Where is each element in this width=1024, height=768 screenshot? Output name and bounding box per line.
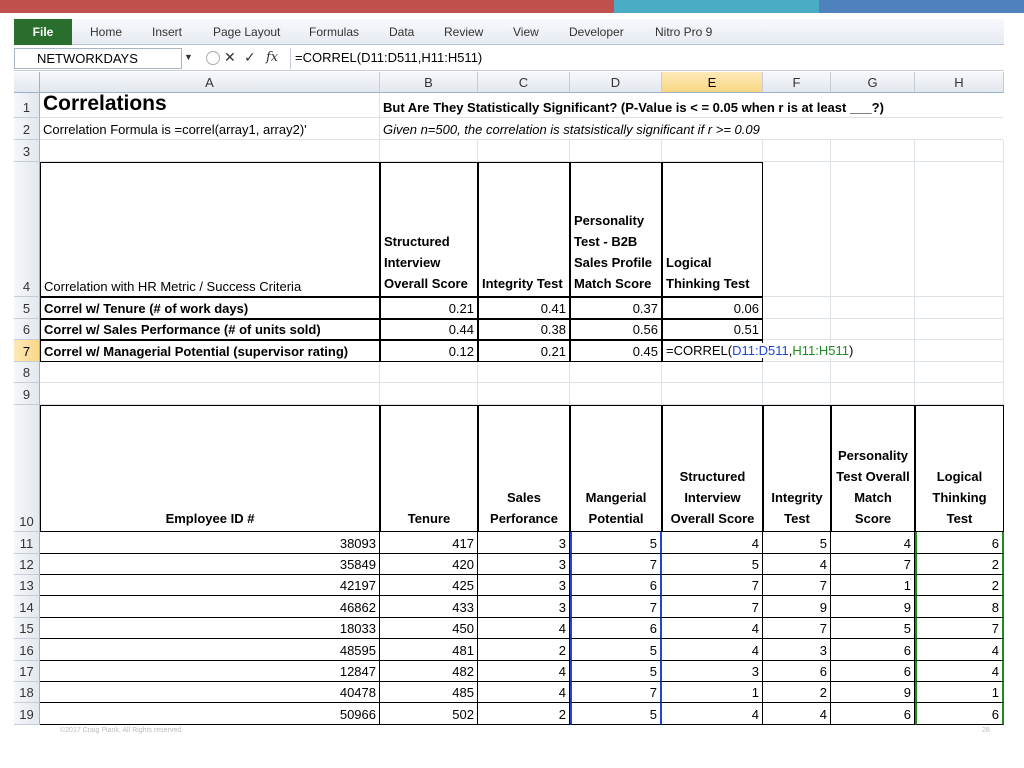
data-cell[interactable]: 4 xyxy=(662,532,763,554)
data-cell[interactable]: 50966 xyxy=(40,703,380,725)
formula-part-suffix: ) xyxy=(848,343,854,358)
column-header-b[interactable]: B xyxy=(380,72,478,93)
data-cell[interactable]: 4 xyxy=(662,639,763,661)
row-header-4[interactable]: 4 xyxy=(14,162,40,297)
data-cell[interactable]: 6 xyxy=(831,661,915,682)
cell-blank[interactable] xyxy=(763,140,831,162)
data-column-header[interactable]: Employee ID # xyxy=(40,405,380,532)
tab-home[interactable]: Home xyxy=(90,25,123,39)
formula-part-prefix: =CORREL( xyxy=(666,343,733,358)
data-cell[interactable]: 3 xyxy=(763,639,831,661)
accent-bar-teal xyxy=(614,0,819,13)
row-header-2[interactable]: 2 xyxy=(14,118,40,140)
data-cell[interactable]: 3 xyxy=(478,575,570,596)
data-cell[interactable]: 2 xyxy=(915,575,1004,596)
tab-developer[interactable]: Developer xyxy=(569,25,624,39)
data-cell[interactable]: 6 xyxy=(570,575,662,596)
cell-blank[interactable] xyxy=(662,383,763,405)
data-cell[interactable]: 1 xyxy=(662,682,763,703)
data-cell[interactable]: 502 xyxy=(380,703,478,725)
formula-part-ref2: H11:H511 xyxy=(792,343,849,358)
row-header-12[interactable]: 12 xyxy=(14,554,40,575)
chevron-down-icon[interactable]: ▼ xyxy=(184,52,193,62)
cell-blank[interactable] xyxy=(763,297,831,319)
cell-blank[interactable] xyxy=(831,297,915,319)
row-header-1[interactable]: 1 xyxy=(14,93,40,118)
data-cell[interactable]: 4 xyxy=(662,618,763,639)
data-cell[interactable]: 5 xyxy=(763,532,831,554)
cell-e4-header[interactable]: Logical Thinking Test xyxy=(662,162,763,297)
formula-input[interactable]: =CORREL(D11:D511,H11:H511) xyxy=(290,48,1004,69)
column-header-h[interactable]: H xyxy=(915,72,1004,93)
tab-formulas[interactable]: Formulas xyxy=(309,25,360,39)
data-cell[interactable]: 5 xyxy=(831,618,915,639)
data-cell[interactable]: 1 xyxy=(831,575,915,596)
data-cell[interactable]: 433 xyxy=(380,596,478,618)
data-cell[interactable]: 6 xyxy=(831,703,915,725)
correlation-label[interactable]: Correl w/ Tenure (# of work days) xyxy=(40,297,380,319)
cell-blank[interactable] xyxy=(380,140,478,162)
data-cell[interactable]: 1 xyxy=(915,682,1004,703)
data-column-header[interactable]: Mangerial Potential xyxy=(570,405,662,532)
cancel-icon[interactable]: ✕ xyxy=(224,49,236,65)
data-cell[interactable]: 7 xyxy=(570,682,662,703)
tab-data[interactable]: Data xyxy=(389,25,415,39)
data-cell[interactable]: 7 xyxy=(831,554,915,575)
cell-blank[interactable] xyxy=(831,362,915,383)
data-cell[interactable]: 12847 xyxy=(40,661,380,682)
data-column-header[interactable]: Structured Interview Overall Score xyxy=(662,405,763,532)
correlation-value[interactable]: 0.06 xyxy=(662,297,763,319)
correlation-value[interactable]: 0.21 xyxy=(380,297,478,319)
cell-blank[interactable] xyxy=(763,319,831,340)
data-cell[interactable]: 4 xyxy=(915,661,1004,682)
data-cell[interactable]: 4 xyxy=(915,639,1004,661)
row-header-18[interactable]: 18 xyxy=(14,682,40,703)
data-cell[interactable]: 3 xyxy=(478,532,570,554)
expand-circle-icon xyxy=(206,51,220,65)
data-cell[interactable]: 4 xyxy=(763,554,831,575)
data-cell[interactable]: 9 xyxy=(831,596,915,618)
cell-blank[interactable] xyxy=(380,362,478,383)
data-cell[interactable]: 425 xyxy=(380,575,478,596)
data-cell[interactable]: 8 xyxy=(915,596,1004,618)
cell-blank[interactable] xyxy=(662,362,763,383)
row-header-15[interactable]: 15 xyxy=(14,618,40,639)
cell-d4-header[interactable]: Personality Test - B2B Sales Profile Match Score xyxy=(570,162,662,297)
data-column-header[interactable]: Sales Perforance xyxy=(478,405,570,532)
correlation-label[interactable]: Correl w/ Managerial Potential (supervisor rating) xyxy=(40,340,380,362)
data-cell[interactable]: 6 xyxy=(915,532,1004,554)
row-header-16[interactable]: 16 xyxy=(14,639,40,661)
data-cell[interactable]: 18033 xyxy=(40,618,380,639)
correlation-value[interactable]: 0.56 xyxy=(570,319,662,340)
data-cell[interactable]: 3 xyxy=(478,554,570,575)
data-cell[interactable]: 4 xyxy=(763,703,831,725)
data-cell[interactable]: 481 xyxy=(380,639,478,661)
data-cell[interactable]: 5 xyxy=(570,532,662,554)
data-cell[interactable]: 7 xyxy=(763,575,831,596)
cell-a1-title[interactable]: Correlations xyxy=(40,93,380,118)
data-cell[interactable]: 9 xyxy=(763,596,831,618)
cell-blank[interactable] xyxy=(831,319,915,340)
data-column-header[interactable]: Integrity Test xyxy=(763,405,831,532)
column-header-e[interactable]: E xyxy=(662,72,763,93)
data-cell[interactable]: 2 xyxy=(478,639,570,661)
cell-c4-header[interactable]: Integrity Test xyxy=(478,162,570,297)
formula-bar xyxy=(14,47,1004,71)
tab-nitro-pro[interactable]: Nitro Pro 9 xyxy=(655,25,713,39)
correlation-value[interactable]: 0.45 xyxy=(570,340,662,362)
cell-a4-criteria-header[interactable]: Correlation with HR Metric / Success Criteria xyxy=(40,162,380,297)
data-cell[interactable]: 2 xyxy=(915,554,1004,575)
row-header-7[interactable]: 7 xyxy=(14,340,40,362)
data-cell[interactable]: 7 xyxy=(570,554,662,575)
slide-bottom-area xyxy=(14,731,1004,768)
cell-blank[interactable] xyxy=(763,362,831,383)
cell-blank[interactable] xyxy=(380,383,478,405)
cell-blank[interactable] xyxy=(915,319,1004,340)
data-cell[interactable]: 35849 xyxy=(40,554,380,575)
column-header-g[interactable]: G xyxy=(831,72,915,93)
data-cell[interactable]: 6 xyxy=(570,618,662,639)
accent-bar-blue xyxy=(819,0,1024,13)
data-cell[interactable]: 4 xyxy=(478,682,570,703)
tab-insert[interactable]: Insert xyxy=(152,25,183,39)
data-cell[interactable]: 4 xyxy=(662,703,763,725)
data-cell[interactable]: 5 xyxy=(570,703,662,725)
correlation-value[interactable]: 0.12 xyxy=(380,340,478,362)
cell-blank[interactable] xyxy=(40,140,380,162)
data-cell[interactable]: 40478 xyxy=(40,682,380,703)
tab-page-layout[interactable]: Page Layout xyxy=(213,25,281,39)
name-box[interactable]: NETWORKDAYS xyxy=(14,48,182,69)
data-cell[interactable]: 6 xyxy=(831,639,915,661)
cell-blank[interactable] xyxy=(831,383,915,405)
row-header-6[interactable]: 6 xyxy=(14,319,40,340)
cell-blank[interactable] xyxy=(478,140,570,162)
cell-blank[interactable] xyxy=(915,362,1004,383)
row-header-13[interactable]: 13 xyxy=(14,575,40,596)
data-cell[interactable]: 485 xyxy=(380,682,478,703)
correlation-value[interactable]: 0.44 xyxy=(380,319,478,340)
cell-blank[interactable] xyxy=(570,383,662,405)
insert-function-icon[interactable]: fx xyxy=(266,50,279,65)
column-header-f[interactable]: F xyxy=(763,72,831,93)
correlation-value[interactable]: 0.51 xyxy=(662,319,763,340)
data-cell[interactable]: 482 xyxy=(380,661,478,682)
data-cell[interactable]: 7 xyxy=(662,575,763,596)
data-column-header[interactable]: Personality Test Overall Match Score xyxy=(831,405,915,532)
cell-b2[interactable]: Given n=500, the correlation is statsistically significant if r >= 0.09 xyxy=(380,118,1003,140)
data-cell[interactable]: 5 xyxy=(662,554,763,575)
data-cell[interactable]: 46862 xyxy=(40,596,380,618)
footer-copyright: ©2017 Craig Plank, All Rights reserved. xyxy=(60,727,184,734)
enter-icon[interactable]: ✓ xyxy=(244,49,256,65)
correlation-label[interactable]: Correl w/ Sales Performance (# of units sold) xyxy=(40,319,380,340)
formula-part-sep: , xyxy=(788,343,793,358)
data-cell[interactable]: 4 xyxy=(478,661,570,682)
row-header-8[interactable]: 8 xyxy=(14,362,40,383)
data-cell[interactable]: 38093 xyxy=(40,532,380,554)
data-cell[interactable]: 417 xyxy=(380,532,478,554)
cell-blank[interactable] xyxy=(915,340,1004,362)
data-column-header[interactable]: Logical Thinking Test xyxy=(915,405,1004,532)
cell-blank[interactable] xyxy=(915,383,1004,405)
data-cell[interactable]: 5 xyxy=(570,639,662,661)
column-header-a[interactable]: A xyxy=(40,72,380,93)
row-header-17[interactable]: 17 xyxy=(14,661,40,682)
cell-blank[interactable] xyxy=(831,162,915,297)
row-header-9[interactable]: 9 xyxy=(14,383,40,405)
column-header-d[interactable]: D xyxy=(570,72,662,93)
data-cell[interactable]: 9 xyxy=(831,682,915,703)
data-cell[interactable]: 450 xyxy=(380,618,478,639)
cell-blank[interactable] xyxy=(831,140,915,162)
tab-review[interactable]: Review xyxy=(444,25,484,39)
e7-formula-text xyxy=(663,343,856,358)
data-cell[interactable]: 7 xyxy=(915,618,1004,639)
data-cell[interactable]: 4 xyxy=(478,618,570,639)
correlation-value[interactable]: 0.37 xyxy=(570,297,662,319)
cell-blank[interactable] xyxy=(763,162,831,297)
formula-part-ref1: D11:D511 xyxy=(732,343,789,358)
cell-blank[interactable] xyxy=(915,297,1004,319)
correlation-value[interactable]: 0.38 xyxy=(478,319,570,340)
cell-blank[interactable] xyxy=(40,362,380,383)
data-cell[interactable]: 2 xyxy=(763,682,831,703)
cell-e7-active-formula[interactable] xyxy=(662,340,854,362)
data-cell[interactable]: 3 xyxy=(662,661,763,682)
cell-blank[interactable] xyxy=(763,383,831,405)
data-cell[interactable]: 6 xyxy=(915,703,1004,725)
row-header-10[interactable]: 10 xyxy=(14,405,40,532)
correlation-value[interactable]: 0.21 xyxy=(478,340,570,362)
data-cell[interactable]: 5 xyxy=(570,661,662,682)
slide-number: 28 xyxy=(982,727,990,734)
data-column-header[interactable]: Tenure xyxy=(380,405,478,532)
data-cell[interactable]: 7 xyxy=(662,596,763,618)
cell-blank[interactable] xyxy=(478,362,570,383)
data-cell[interactable]: 420 xyxy=(380,554,478,575)
row-header-3[interactable]: 3 xyxy=(14,140,40,162)
cell-blank[interactable] xyxy=(915,162,1004,297)
data-cell[interactable]: 2 xyxy=(478,703,570,725)
cell-b1-heading[interactable]: But Are They Statistically Significant? (P-Value is < = 0.05 when r is at least ___?) xyxy=(380,93,1003,118)
data-cell[interactable]: 7 xyxy=(570,596,662,618)
cell-blank[interactable] xyxy=(478,383,570,405)
title-accent-bars xyxy=(0,0,1024,13)
row-header-5[interactable]: 5 xyxy=(14,297,40,319)
cell-blank[interactable] xyxy=(915,140,1004,162)
row-header-14[interactable]: 14 xyxy=(14,596,40,618)
data-cell[interactable]: 48595 xyxy=(40,639,380,661)
column-header-c[interactable]: C xyxy=(478,72,570,93)
cell-blank[interactable] xyxy=(570,140,662,162)
select-all-corner[interactable] xyxy=(14,72,40,93)
cell-blank[interactable] xyxy=(662,140,763,162)
cell-blank[interactable] xyxy=(40,383,380,405)
row-header-19[interactable]: 19 xyxy=(14,703,40,725)
cell-blank[interactable] xyxy=(570,362,662,383)
data-cell[interactable]: 4 xyxy=(831,532,915,554)
correlation-value[interactable]: 0.41 xyxy=(478,297,570,319)
data-cell[interactable]: 6 xyxy=(763,661,831,682)
cell-b4-header[interactable]: Structured Interview Overall Score xyxy=(380,162,478,297)
tab-view[interactable]: View xyxy=(513,25,539,39)
accent-bar-red xyxy=(0,0,614,13)
cell-a2[interactable]: Correlation Formula is =correl(array1, array2)' xyxy=(40,118,380,140)
ribbon-tabs xyxy=(14,19,1004,45)
row-header-11[interactable]: 11 xyxy=(14,532,40,554)
data-cell[interactable]: 7 xyxy=(763,618,831,639)
data-cell[interactable]: 3 xyxy=(478,596,570,618)
file-tab[interactable]: File xyxy=(14,19,72,45)
data-cell[interactable]: 42197 xyxy=(40,575,380,596)
